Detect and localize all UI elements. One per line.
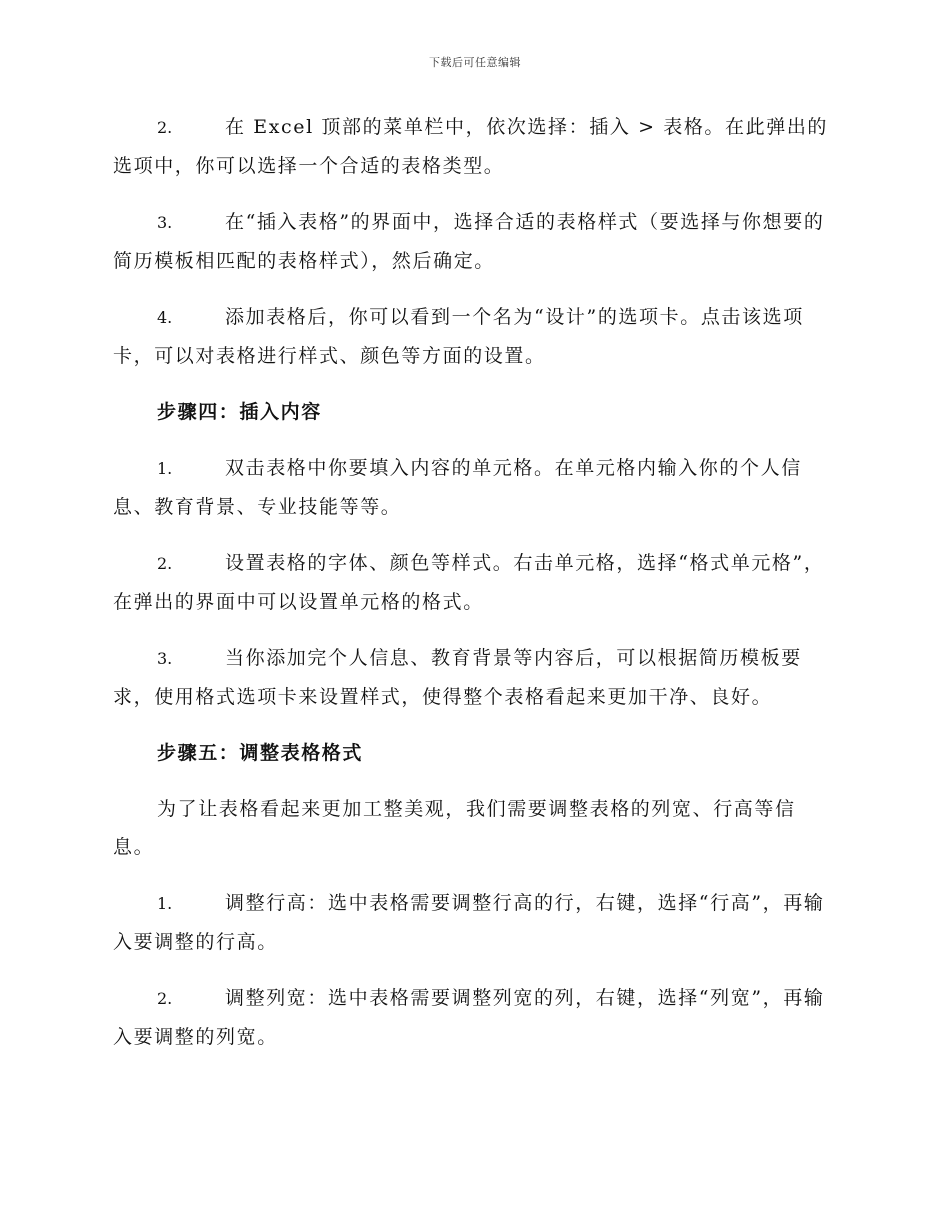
item-text: 当你添加完个人信息、教育背景等内容后，可以根据简历模板要求，使用格式选项卡来设置样式，使得整个表格看起来更加干净、良好。 (113, 647, 802, 708)
list-item (113, 298, 833, 375)
list-item (113, 108, 833, 185)
item-text: 在 Excel 顶部的菜单栏中，依次选择：插入 > 表格。在此弹出的选项中，你可以选择一个合适的表格类型。 (113, 116, 829, 177)
document-body (113, 108, 833, 1074)
section-heading: 步骤五：调整表格格式 (157, 742, 364, 764)
item-number: 3. (157, 213, 173, 232)
item-number: 2. (157, 554, 173, 573)
item-number: 3. (157, 649, 173, 668)
section-heading: 步骤四：插入内容 (157, 401, 322, 423)
item-number: 1. (157, 894, 173, 913)
item-text: 添加表格后，你可以看到一个名为“设计”的选项卡。点击该选项卡，可以对表格进行样式、颜色等方面的设置。 (113, 306, 804, 367)
item-text: 调整列宽：选中表格需要调整列宽的列，右键，选择“列宽”，再输入要调整的列宽。 (113, 987, 825, 1048)
item-text: 双击表格中你要填入内容的单元格。在单元格内输入你的个人信息、教育背景、专业技能等等。 (113, 457, 802, 518)
item-text: 在“插入表格”的界面中，选择合适的表格样式（要选择与你想要的简历模板相匹配的表格样式），然后确定。 (113, 211, 825, 272)
list-item (113, 449, 833, 526)
list-item (113, 203, 833, 280)
item-number: 1. (157, 459, 173, 478)
page-header: 下载后可任意编辑 (429, 56, 521, 69)
item-text: 调整行高：选中表格需要调整行高的行，右键，选择“行高”，再输入要调整的行高。 (113, 892, 825, 953)
list-item (113, 639, 833, 716)
item-number: 2. (157, 118, 173, 137)
paragraph: 为了让表格看起来更加工整美观，我们需要调整表格的列宽、行高等信息。 (113, 798, 796, 858)
list-item (113, 884, 833, 961)
list-item (113, 544, 833, 621)
item-text: 设置表格的字体、颜色等样式。右击单元格，选择“格式单元格”，在弹出的界面中可以设置单元格的格式。 (113, 552, 825, 613)
list-item (113, 979, 833, 1056)
item-number: 2. (157, 989, 173, 1008)
item-number: 4. (157, 308, 173, 327)
